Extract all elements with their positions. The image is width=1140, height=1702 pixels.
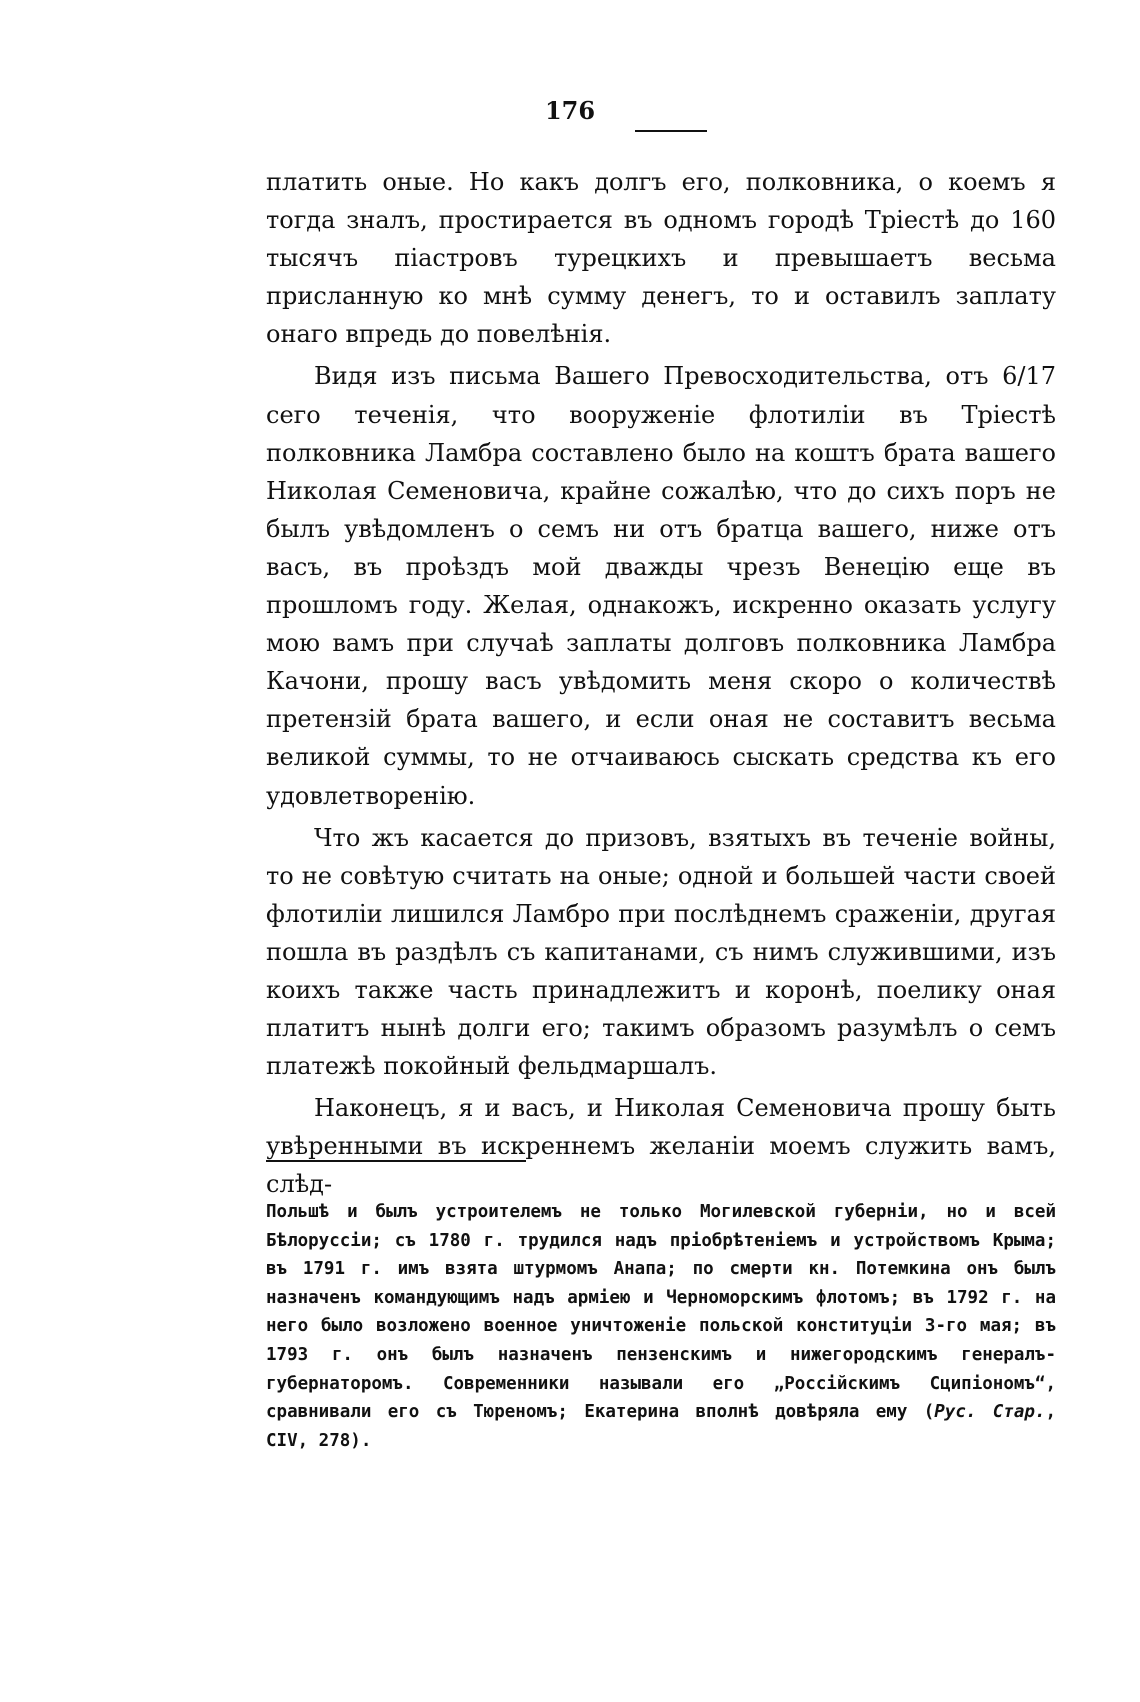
paragraph-1: платить оные. Но какъ долгъ его, полковника, о коемъ я тогда зналъ, простирается въ одномъ городѣ Тріестѣ до 160 тысячъ піастровъ турецкихъ и превышаетъ весьма присланную ко мнѣ сумму денегъ, то и оставилъ заплату онаго впредь до повелѣнія. (266, 168, 1056, 349)
paragraph-3: Что жъ касается до призовъ, взятыхъ въ теченіе войны, то не совѣтую считать на оные; одной и большей части своей флотиліи лишился Ламбро при послѣднемъ сраженіи, другая пошла въ раздѣлъ съ капитанами, съ нимъ служившими, изъ коихъ также часть принадлежитъ и коронѣ, поелику оная платитъ нынѣ долги его; такимъ образомъ разумѣлъ о семъ платежѣ покойный фельдмаршалъ. (266, 823, 1056, 1081)
page-number-underline (635, 130, 707, 132)
footnote-body: Польшѣ и былъ устроителемъ не только Могилевской губерніи, но и всей Бѣлоруссіи; съ 1780 г. трудился надъ пріобрѣтеніемъ и устройствомъ Крыма; въ 1791 г. имъ взята штурмомъ Анапа; по смерти кн. Потемкина онъ былъ назначенъ командующимъ надъ арміею и Черноморскимъ флотомъ; въ 1792 г. на него было возложено военное уничтоженіе польской конституціи 3-го мая; въ 1793 г. онъ былъ назначенъ пензенскимъ и нижегородскимъ генералъ-губернаторомъ. Современники называли его „Россійскимъ Сципіономъ“, сравнивали его съ Тюреномъ; Екатерина вполнѣ довѣряла ему ( (266, 1202, 1056, 1423)
footnote-source-title: Рус. Стар. (934, 1402, 1046, 1423)
footnote (266, 1198, 1056, 1455)
paragraph-4: Наконецъ, я и васъ, и Николая Семеновича прошу быть увѣренными въ искреннемъ желаніи моемъ служить вамъ, слѣд- (266, 1094, 1056, 1199)
footnote-text (266, 1198, 1056, 1455)
footnote-separator (266, 1160, 526, 1162)
paragraph-2: Видя изъ письма Вашего Превосходительства, отъ 6/17 сего теченія, что вооруженіе флотиліи въ Тріестѣ полковника Ламбра составлено было на коштъ брата вашего Николая Семеновича, крайне сожалѣю, что до сихъ поръ не былъ увѣдомленъ о семъ ни отъ братца вашего, ниже отъ васъ, въ проѣздъ мой дважды чрезъ Венецію еще въ прошломъ году. Желая, однакожъ, искренно оказать услугу мою вамъ при случаѣ заплаты долговъ полковника Ламбра Качони, прошу васъ увѣдомить меня скоро о количествѣ претензій брата вашего, и если оная не составитъ весьма великой суммы, то не отчаиваюсь сыскать средства къ его удовлетворенію. (266, 362, 1056, 810)
footnote-source-ref: , CIV, 278). (266, 1402, 1057, 1451)
main-text (266, 163, 1056, 1204)
page-number: 176 (544, 96, 596, 125)
